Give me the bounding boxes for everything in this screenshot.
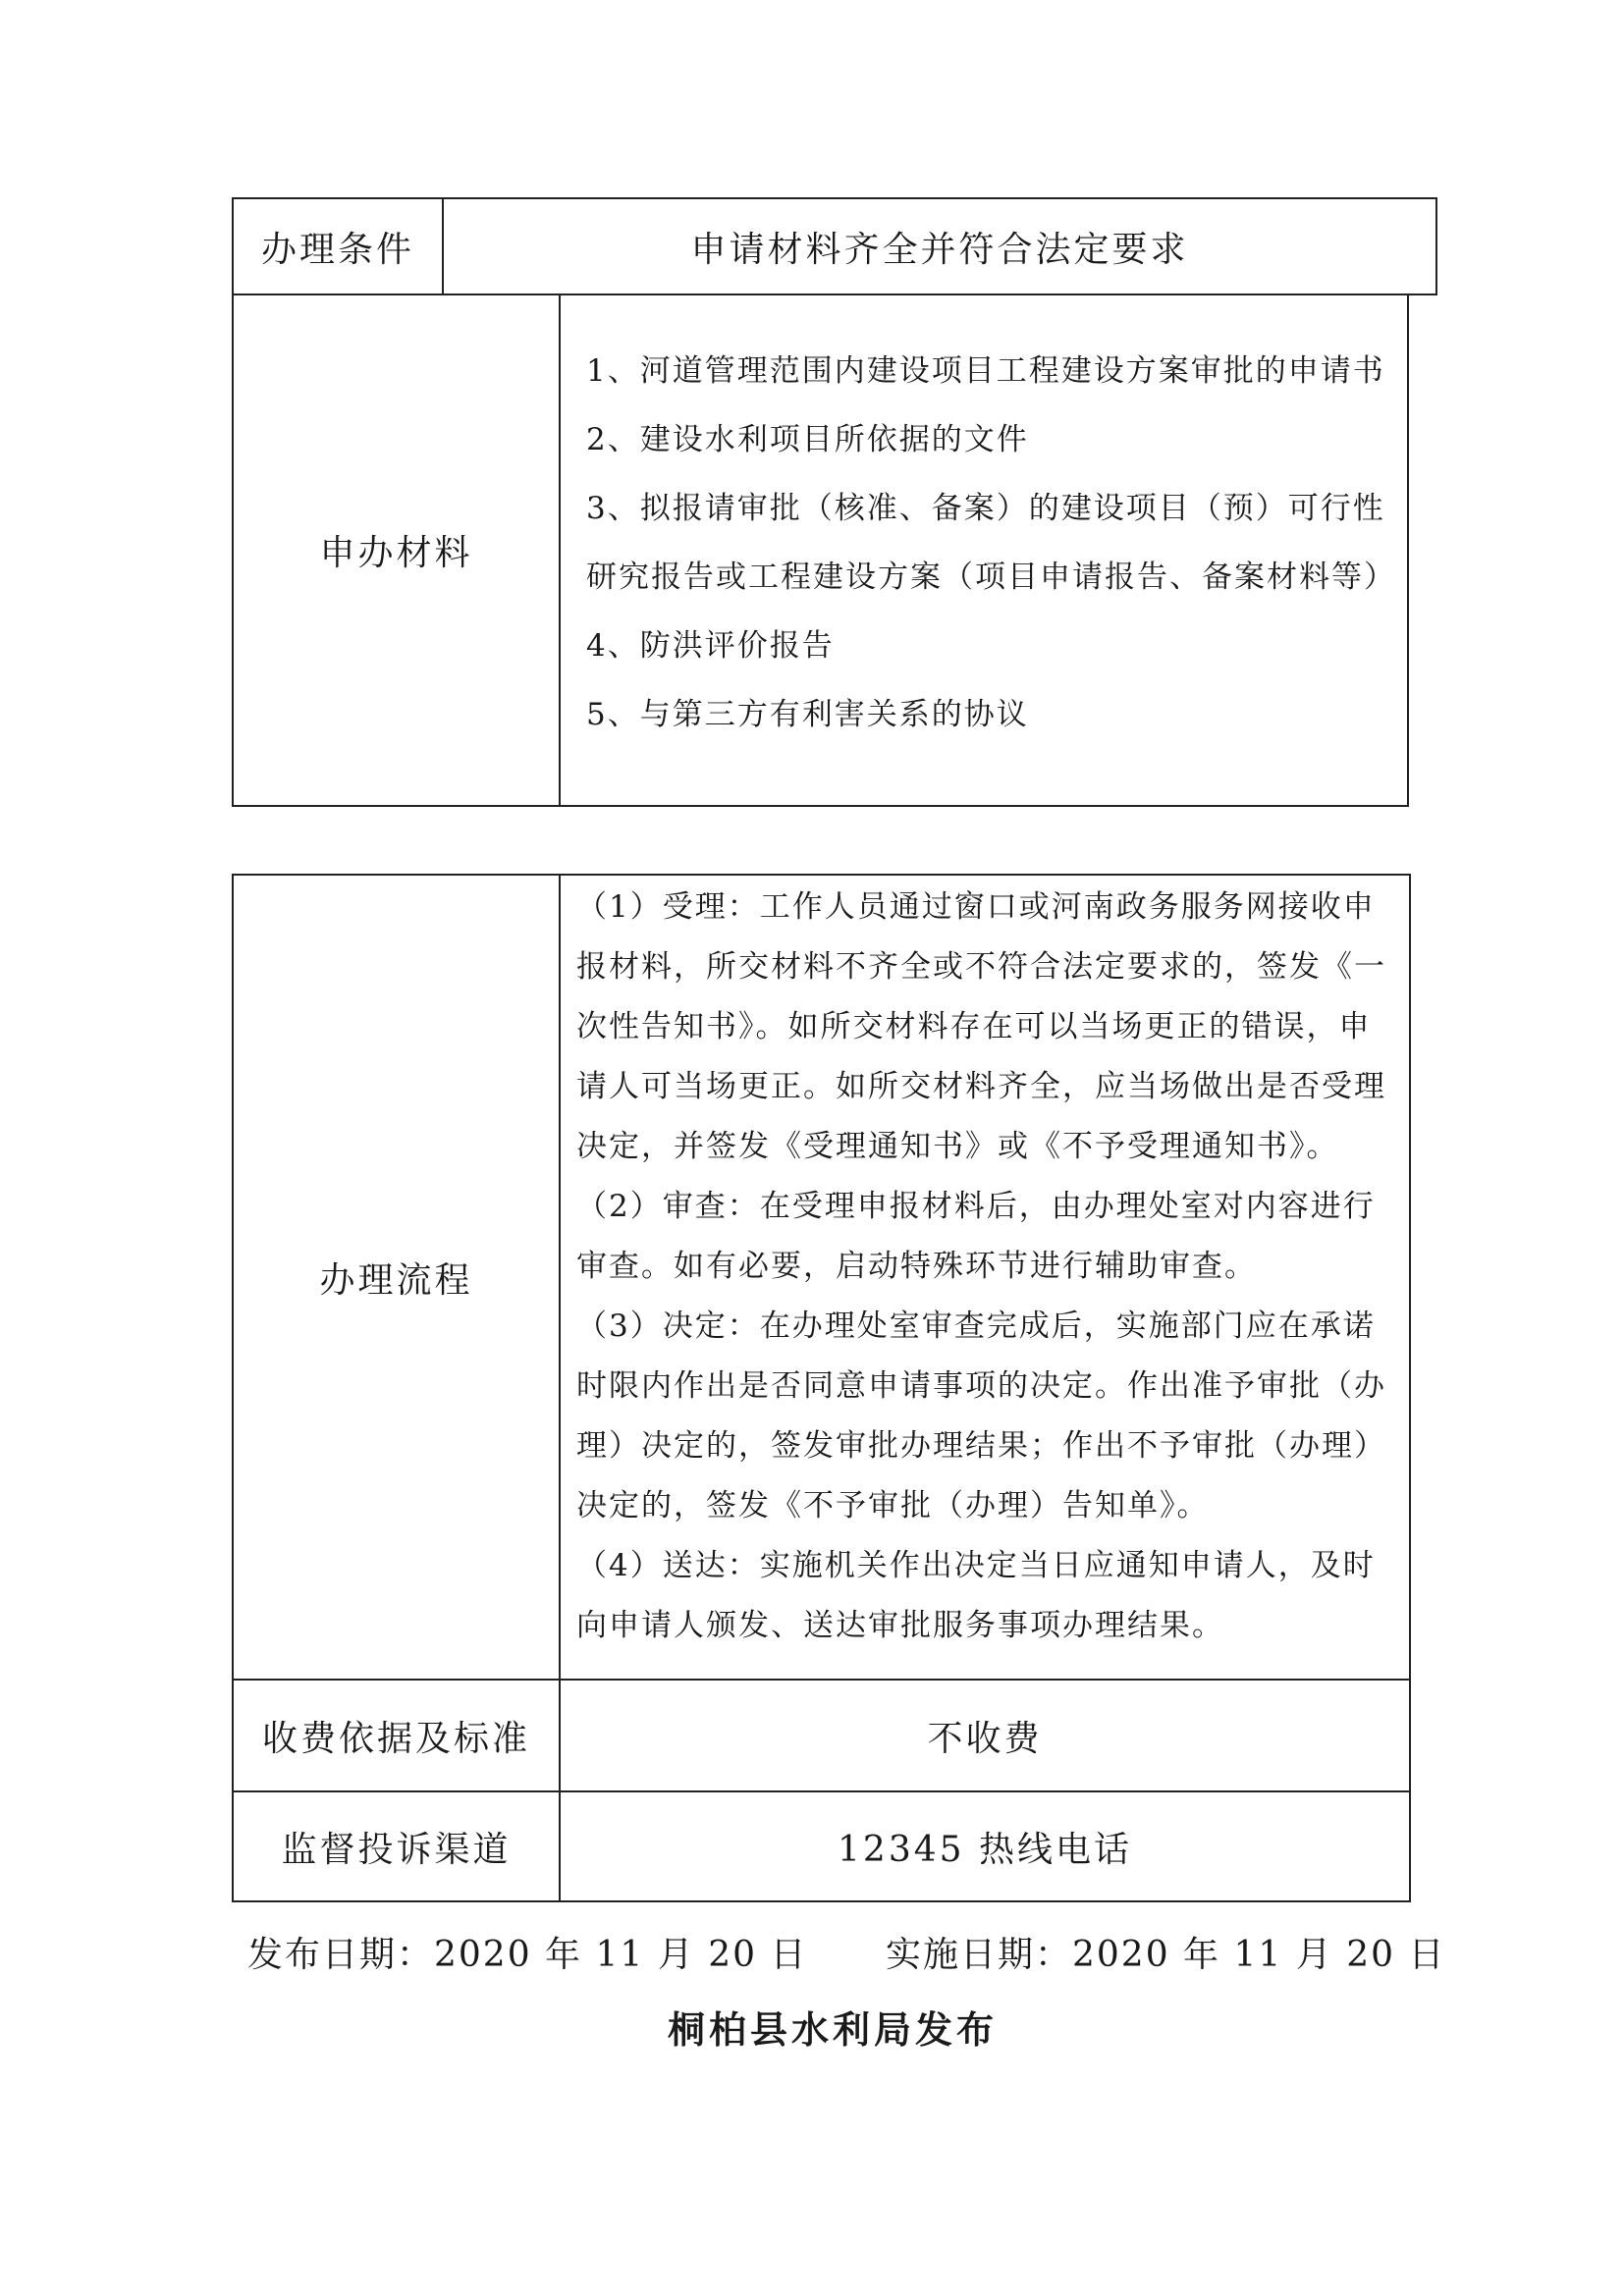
material-item-3: 3、拟报请审批（核准、备案）的建设项目（预）可行性研究报告或工程建设方案（项目申请报告、备案材料等） [586, 491, 1396, 595]
process-step-3: （3）决定：在办理处室审查完成后，实施部门应在承诺时限内作出是否同意申请事项的决定。作出准予审批（办理）决定的，签发审批办理结果；作出不予审批（办理）决定的，签发《不予审批（办理）告知单》。 [576, 1308, 1386, 1523]
process-step-2: （2）审查：在受理申报材料后，由办理处室对内容进行审查。如有必要，启动特殊环节进行辅助审查。 [576, 1189, 1376, 1284]
conditions-value: 申请材料齐全并符合法定要求 [690, 229, 1189, 270]
complaint-label-cell [232, 1790, 561, 1902]
material-item-2: 2、建设水利项目所依据的文件 [586, 422, 1029, 457]
effective-date: 实施日期：2020 年 11 月 20 日 [886, 1935, 1446, 1975]
material-item-5: 5、与第三方有利害关系的协议 [586, 697, 1029, 732]
materials-list [559, 294, 1409, 807]
fee-value: 不收费 [927, 1718, 1043, 1759]
publish-date: 发布日期：2020 年 11 月 20 日 [247, 1935, 808, 1975]
issuer: 桐柏县水利局发布 [668, 2007, 999, 2052]
process-label: 办理流程 [319, 1259, 473, 1301]
conditions-label-cell [232, 197, 444, 295]
complaint-value: 12345 热线电话 [838, 1829, 1132, 1870]
conditions-value-cell [442, 197, 1437, 295]
material-item-4: 4、防洪评价报告 [586, 628, 835, 664]
process-step-4: （4）送达：实施机关作出决定当日应通知申请人，及时向申请人颁发、送达审批服务事项办理结果。 [576, 1548, 1376, 1643]
complaint-value-cell [559, 1790, 1411, 1902]
process-label-cell [232, 874, 561, 1681]
fee-value-cell [559, 1679, 1411, 1792]
fee-label-cell [232, 1679, 561, 1792]
process-step-1: （1）受理：工作人员通过窗口或河南政务服务网接收申报材料，所交材料不齐全或不符合法定要求的，签发《一次性告知书》。如所交材料存在可以当场更正的错误，申请人可当场更正。如所交材料齐全，应当场做出是否受理决定，并签发《受理通知书》或《不予受理通知书》。 [576, 889, 1386, 1164]
fee-label: 收费依据及标准 [261, 1718, 530, 1759]
materials-label-cell [232, 294, 561, 807]
process-steps [559, 874, 1411, 1681]
conditions-label: 办理条件 [260, 229, 414, 270]
complaint-label: 监督投诉渠道 [281, 1829, 512, 1870]
materials-label: 申办材料 [319, 533, 473, 573]
material-item-1: 1、河道管理范围内建设项目工程建设方案审批的申请书 [586, 353, 1385, 389]
